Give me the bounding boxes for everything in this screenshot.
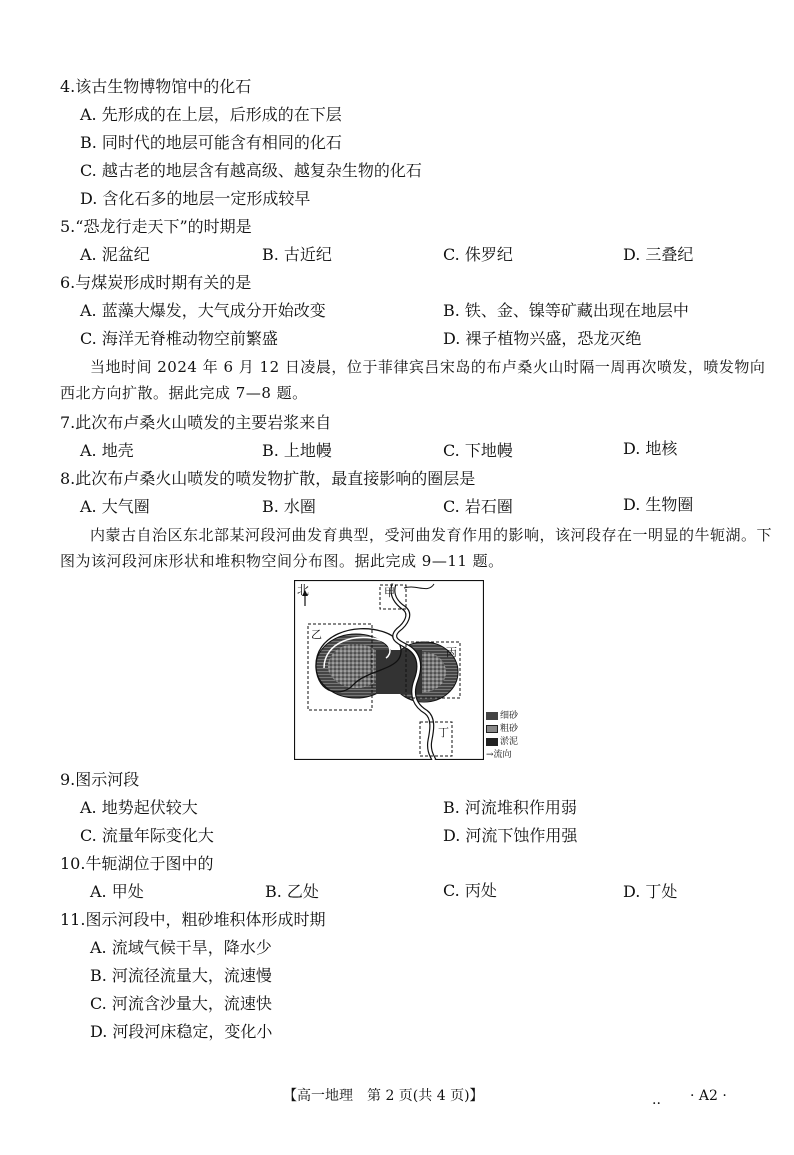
north-label: 北 bbox=[297, 583, 310, 597]
question-stem: 此次布卢桑火山喷发的主要岩浆来自 bbox=[75, 413, 332, 432]
option-11c: C. 河流含沙量大，流速快 bbox=[90, 994, 272, 1013]
question-4 bbox=[60, 76, 251, 98]
option-8d: D. 生物圈 bbox=[623, 495, 694, 514]
option-6a: A. 蓝藻大爆发，大气成分开始改变 bbox=[80, 301, 326, 320]
river-map bbox=[294, 580, 484, 760]
question-11 bbox=[60, 909, 325, 931]
question-number: 8. bbox=[60, 469, 76, 488]
legend-silt: 淤泥 bbox=[486, 736, 518, 749]
question-stem: 图示河段中，粗砂堆积体形成时期 bbox=[85, 910, 326, 929]
river-figure bbox=[294, 580, 484, 760]
passage-river: 内蒙古自治区东北部某河段河曲发育典型，受河曲发育作用的影响，该河段存在一明显的牛轭湖。下图为该河段河床形状和堆积物空间分布图。据此完成 9—11 题。 bbox=[60, 526, 773, 570]
option-10d: D. 丁处 bbox=[623, 882, 678, 901]
tributary bbox=[404, 584, 434, 589]
option-5d: D. 三叠纪 bbox=[623, 245, 694, 264]
question-stem: 与煤炭形成时期有关的是 bbox=[75, 273, 252, 292]
option-4d: D. 含化石多的地层一定形成较早 bbox=[80, 189, 311, 208]
question-number: 9. bbox=[60, 770, 76, 789]
question-9 bbox=[60, 769, 139, 791]
option-11b: B. 河流径流量大，流速慢 bbox=[90, 966, 272, 985]
option-11a: A. 流域气候干旱，降水少 bbox=[90, 938, 272, 957]
option-10a: A. 甲处 bbox=[90, 882, 144, 901]
question-stem: 图示河段 bbox=[75, 770, 140, 789]
option-5c: C. 侏罗纪 bbox=[443, 245, 513, 264]
page-footer: 【高一地理 第 2 页(共 4 页)】 bbox=[283, 1088, 484, 1104]
label-jia: 甲 bbox=[384, 586, 395, 599]
option-7a: A. 地壳 bbox=[80, 441, 134, 460]
option-9a: A. 地势起伏较大 bbox=[80, 798, 198, 817]
question-stem: 此次布卢桑火山喷发的喷发物扩散，最直接影响的圈层是 bbox=[75, 469, 476, 488]
legend-coarse-sand: 粗砂 bbox=[486, 723, 518, 736]
option-8c: C. 岩石圈 bbox=[443, 497, 513, 516]
option-5a: A. 泥盆纪 bbox=[80, 245, 150, 264]
option-9c: C. 流量年际变化大 bbox=[80, 826, 214, 845]
option-6c: C. 海洋无脊椎动物空前繁盛 bbox=[80, 329, 278, 348]
option-10b: B. 乙处 bbox=[265, 882, 319, 901]
question-7 bbox=[60, 412, 331, 434]
option-4a: A. 先形成的在上层，后形成的在下层 bbox=[80, 105, 342, 124]
silt-swatch bbox=[486, 738, 498, 746]
flow-arrow-icon: → bbox=[486, 750, 494, 760]
option-7c: C. 下地幔 bbox=[443, 441, 513, 460]
question-number: 11. bbox=[60, 910, 86, 929]
option-7d: D. 地核 bbox=[623, 439, 678, 458]
question-number: 10. bbox=[60, 854, 86, 873]
coarse-sand-swatch bbox=[486, 725, 498, 733]
option-8b: B. 水圈 bbox=[262, 497, 316, 516]
question-10 bbox=[60, 853, 213, 875]
option-9b: B. 河流堆积作用弱 bbox=[443, 798, 577, 817]
label-yi: 乙 bbox=[311, 628, 322, 641]
label-ding: 丁 bbox=[438, 726, 449, 739]
footer-dots: .. bbox=[652, 1092, 661, 1108]
option-6b: B. 铁、金、镍等矿藏出现在地层中 bbox=[443, 301, 689, 320]
question-number: 6. bbox=[60, 273, 76, 292]
option-4c: C. 越古老的地层含有越高级、越复杂生物的化石 bbox=[80, 161, 422, 180]
question-stem: “恐龙行走天下”的时期是 bbox=[75, 217, 252, 236]
question-number: 4. bbox=[60, 77, 76, 96]
passage-volcano: 当地时间 2024 年 6 月 12 日凌晨，位于菲律宾吕宋岛的布卢桑火山时隔一周再次喷发，喷发物向西北方向扩散。据此完成 7—8 题。 bbox=[60, 358, 766, 402]
option-5b: B. 古近纪 bbox=[262, 245, 332, 264]
question-stem: 该古生物博物馆中的化石 bbox=[75, 77, 252, 96]
legend-flow: →流向 bbox=[486, 750, 512, 760]
option-6d: D. 裸子植物兴盛，恐龙灭绝 bbox=[443, 329, 642, 348]
option-9d: D. 河流下蚀作用强 bbox=[443, 826, 578, 845]
page-code: · A2 · bbox=[690, 1088, 727, 1104]
question-6 bbox=[60, 272, 251, 294]
option-4b: B. 同时代的地层可能含有相同的化石 bbox=[80, 133, 342, 152]
legend-fine-sand: 细砂 bbox=[486, 710, 518, 723]
label-bing: 丙 bbox=[446, 646, 457, 659]
option-8a: A. 大气圈 bbox=[80, 497, 150, 516]
question-number: 5. bbox=[60, 217, 76, 236]
option-11d: D. 河段河床稳定，变化小 bbox=[90, 1022, 273, 1041]
question-stem: 牛轭湖位于图中的 bbox=[85, 854, 214, 873]
fine-sand-swatch bbox=[486, 712, 498, 720]
question-8 bbox=[60, 468, 475, 490]
question-number: 7. bbox=[60, 413, 76, 432]
question-5 bbox=[60, 216, 252, 238]
coarse-sand-deposit-west bbox=[328, 644, 384, 688]
option-10c: C. 丙处 bbox=[443, 881, 497, 900]
option-7b: B. 上地幔 bbox=[262, 441, 332, 460]
